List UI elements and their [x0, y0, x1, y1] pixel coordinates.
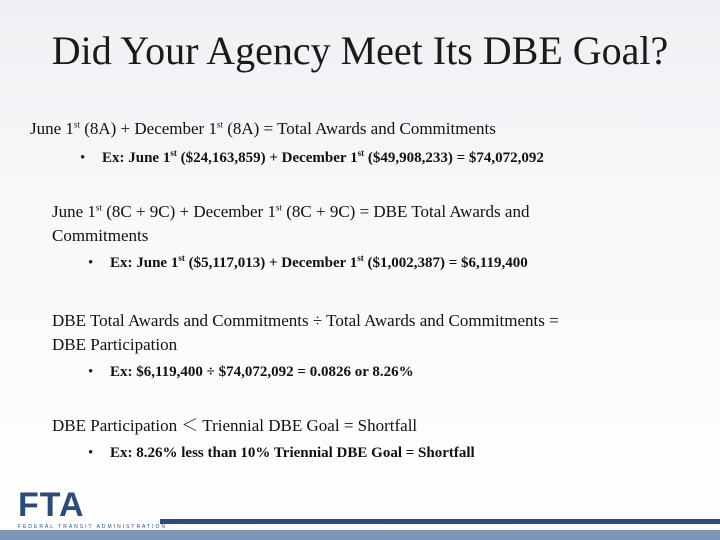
example-dbe-participation: • Ex: $6,119,400 ÷ $74,072,092 = 0.0826 or 8.26% [88, 364, 414, 380]
fta-logo [18, 488, 167, 530]
example-total-awards: • Ex: June 1st ($24,163,859) + December 1st ($49,908,233) = $74,072,092 [80, 148, 544, 166]
slide-title: Did Your Agency Meet Its DBE Goal? [51, 28, 669, 73]
footer-bar-lower [0, 530, 720, 540]
formula-dbe-total-awards: June 1st (8C + 9C) + December 1st (8C + 9C) = DBE Total Awards and Commitments [52, 202, 530, 245]
fta-logo-text: FTA [18, 486, 85, 524]
fta-logo-subtitle: FEDERAL TRANSIT ADMINISTRATION [18, 524, 167, 530]
formula-total-awards: June 1st (8A) + December 1st (8A) = Total Awards and Commitments [30, 119, 496, 138]
example-shortfall: • Ex: 8.26% less than 10% Triennial DBE Goal = Shortfall [88, 445, 475, 461]
bullet-icon: • [88, 445, 94, 461]
example-dbe-total-awards: • Ex: June 1st ($5,117,013) + December 1st ($1,002,387) = $6,119,400 [88, 253, 528, 271]
formula-shortfall: DBE Participation ＜ Triennial DBE Goal = Shortfall [52, 416, 418, 435]
bullet-icon: • [80, 150, 86, 166]
footer-bar [160, 519, 720, 524]
formula-dbe-participation: DBE Total Awards and Commitments ÷ Total Awards and Commitments = DBE Participation [52, 311, 559, 354]
bullet-icon: • [88, 364, 94, 380]
bullet-icon: • [88, 255, 94, 271]
